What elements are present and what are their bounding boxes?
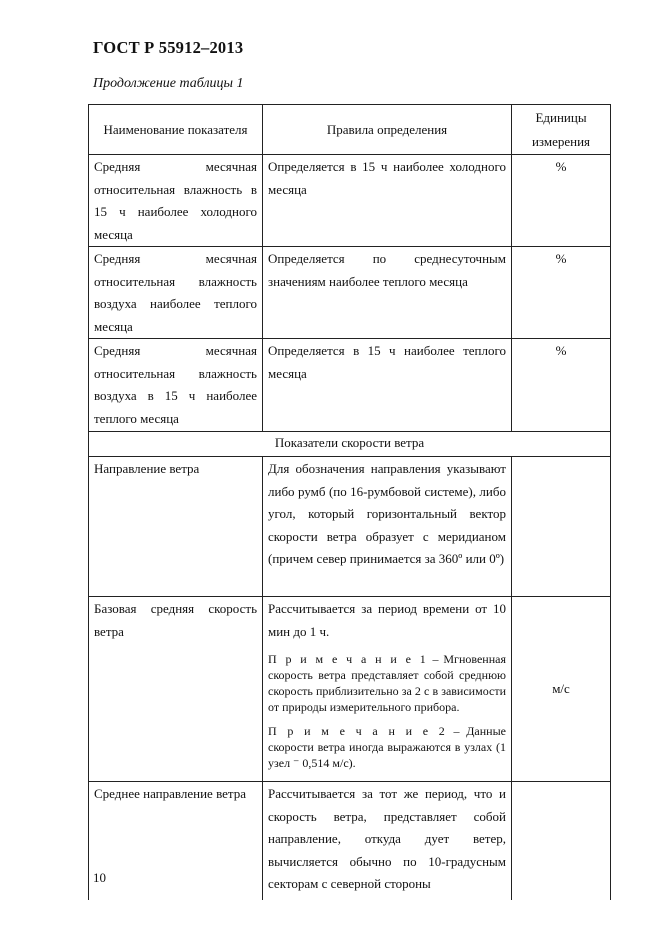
indicator-rule-cell [263,597,512,782]
table-header-row [89,105,611,155]
table-row [89,597,611,782]
document-title: ГОСТ Р 55912–2013 [93,38,244,57]
note-1 [268,651,506,715]
note-2 [268,723,506,771]
note-1-lead: П р и м е ч а н и е 1 [268,652,428,666]
indicator-rule: Определяется по среднесуточным значениям наиболее теплого месяца [263,247,512,339]
column-header-rule: Правила определения [263,105,512,155]
table-row [89,155,611,247]
indicator-name: Базовая средняя скорость ветра [89,597,263,782]
indicator-unit: м/с [512,597,611,782]
table-row [89,782,611,900]
indicator-name: Направление ветра [89,457,263,597]
page-number: 10 [93,870,106,885]
column-header-name: Наименование показателя [89,105,263,155]
indicator-rule: Рассчитывается за тот же период, что и скорость ветра, представляет собой направление, откуда дует ветер, вычисляется обычно по 10-градусным секторам с северной стороны [263,782,512,900]
indicator-unit: % [512,339,611,432]
section-title: Показатели скорости ветра [89,432,611,457]
indicator-rule: Определяется в 15 ч наиболее холодного месяца [263,155,512,247]
table-row [89,457,611,597]
indicator-rule: Рассчитывается за период времени от 10 мин до 1 ч. [268,601,506,639]
indicators-table [88,104,611,900]
indicator-name: Средняя месячная относительная влажность воздуха наиболее теплого месяца [89,247,263,339]
indicator-unit [512,782,611,900]
indicator-name: Среднее направление ветра [89,782,263,900]
column-header-unit: Единицы измерения [512,105,611,155]
note-1-text: – Мгновенная скорость ветра представляет собой среднюю скорость приблизительно за 2 с в зависимости от природы измерительного прибора. [268,652,506,714]
indicator-unit: % [512,247,611,339]
indicator-unit: % [512,155,611,247]
table-row [89,339,611,432]
note-2-lead: П р и м е ч а н и е 2 [268,724,447,738]
indicator-name: Средняя месячная относительная влажность в 15 ч наиболее холодного месяца [89,155,263,247]
indicator-unit [512,457,611,597]
table-continuation-caption: Продолжение таблицы 1 [93,76,244,91]
note-2-text: – Данные скорости ветра иногда выражаются в узлах (1 узел ⁻ 0,514 м/с). [268,724,506,770]
indicator-name: Средняя месячная относительная влажность воздуха в 15 ч наиболее теплого месяца [89,339,263,432]
table-row [89,247,611,339]
indicator-rule: Определяется в 15 ч наиболее теплого месяца [263,339,512,432]
indicator-rule: Для обозначения направления указывают либо румб (по 16-румбовой системе), либо угол, который горизонтальный вектор скорости ветра образует с меридианом (причем север принимается за 360º или 0º) [263,457,512,597]
section-row [89,432,611,457]
